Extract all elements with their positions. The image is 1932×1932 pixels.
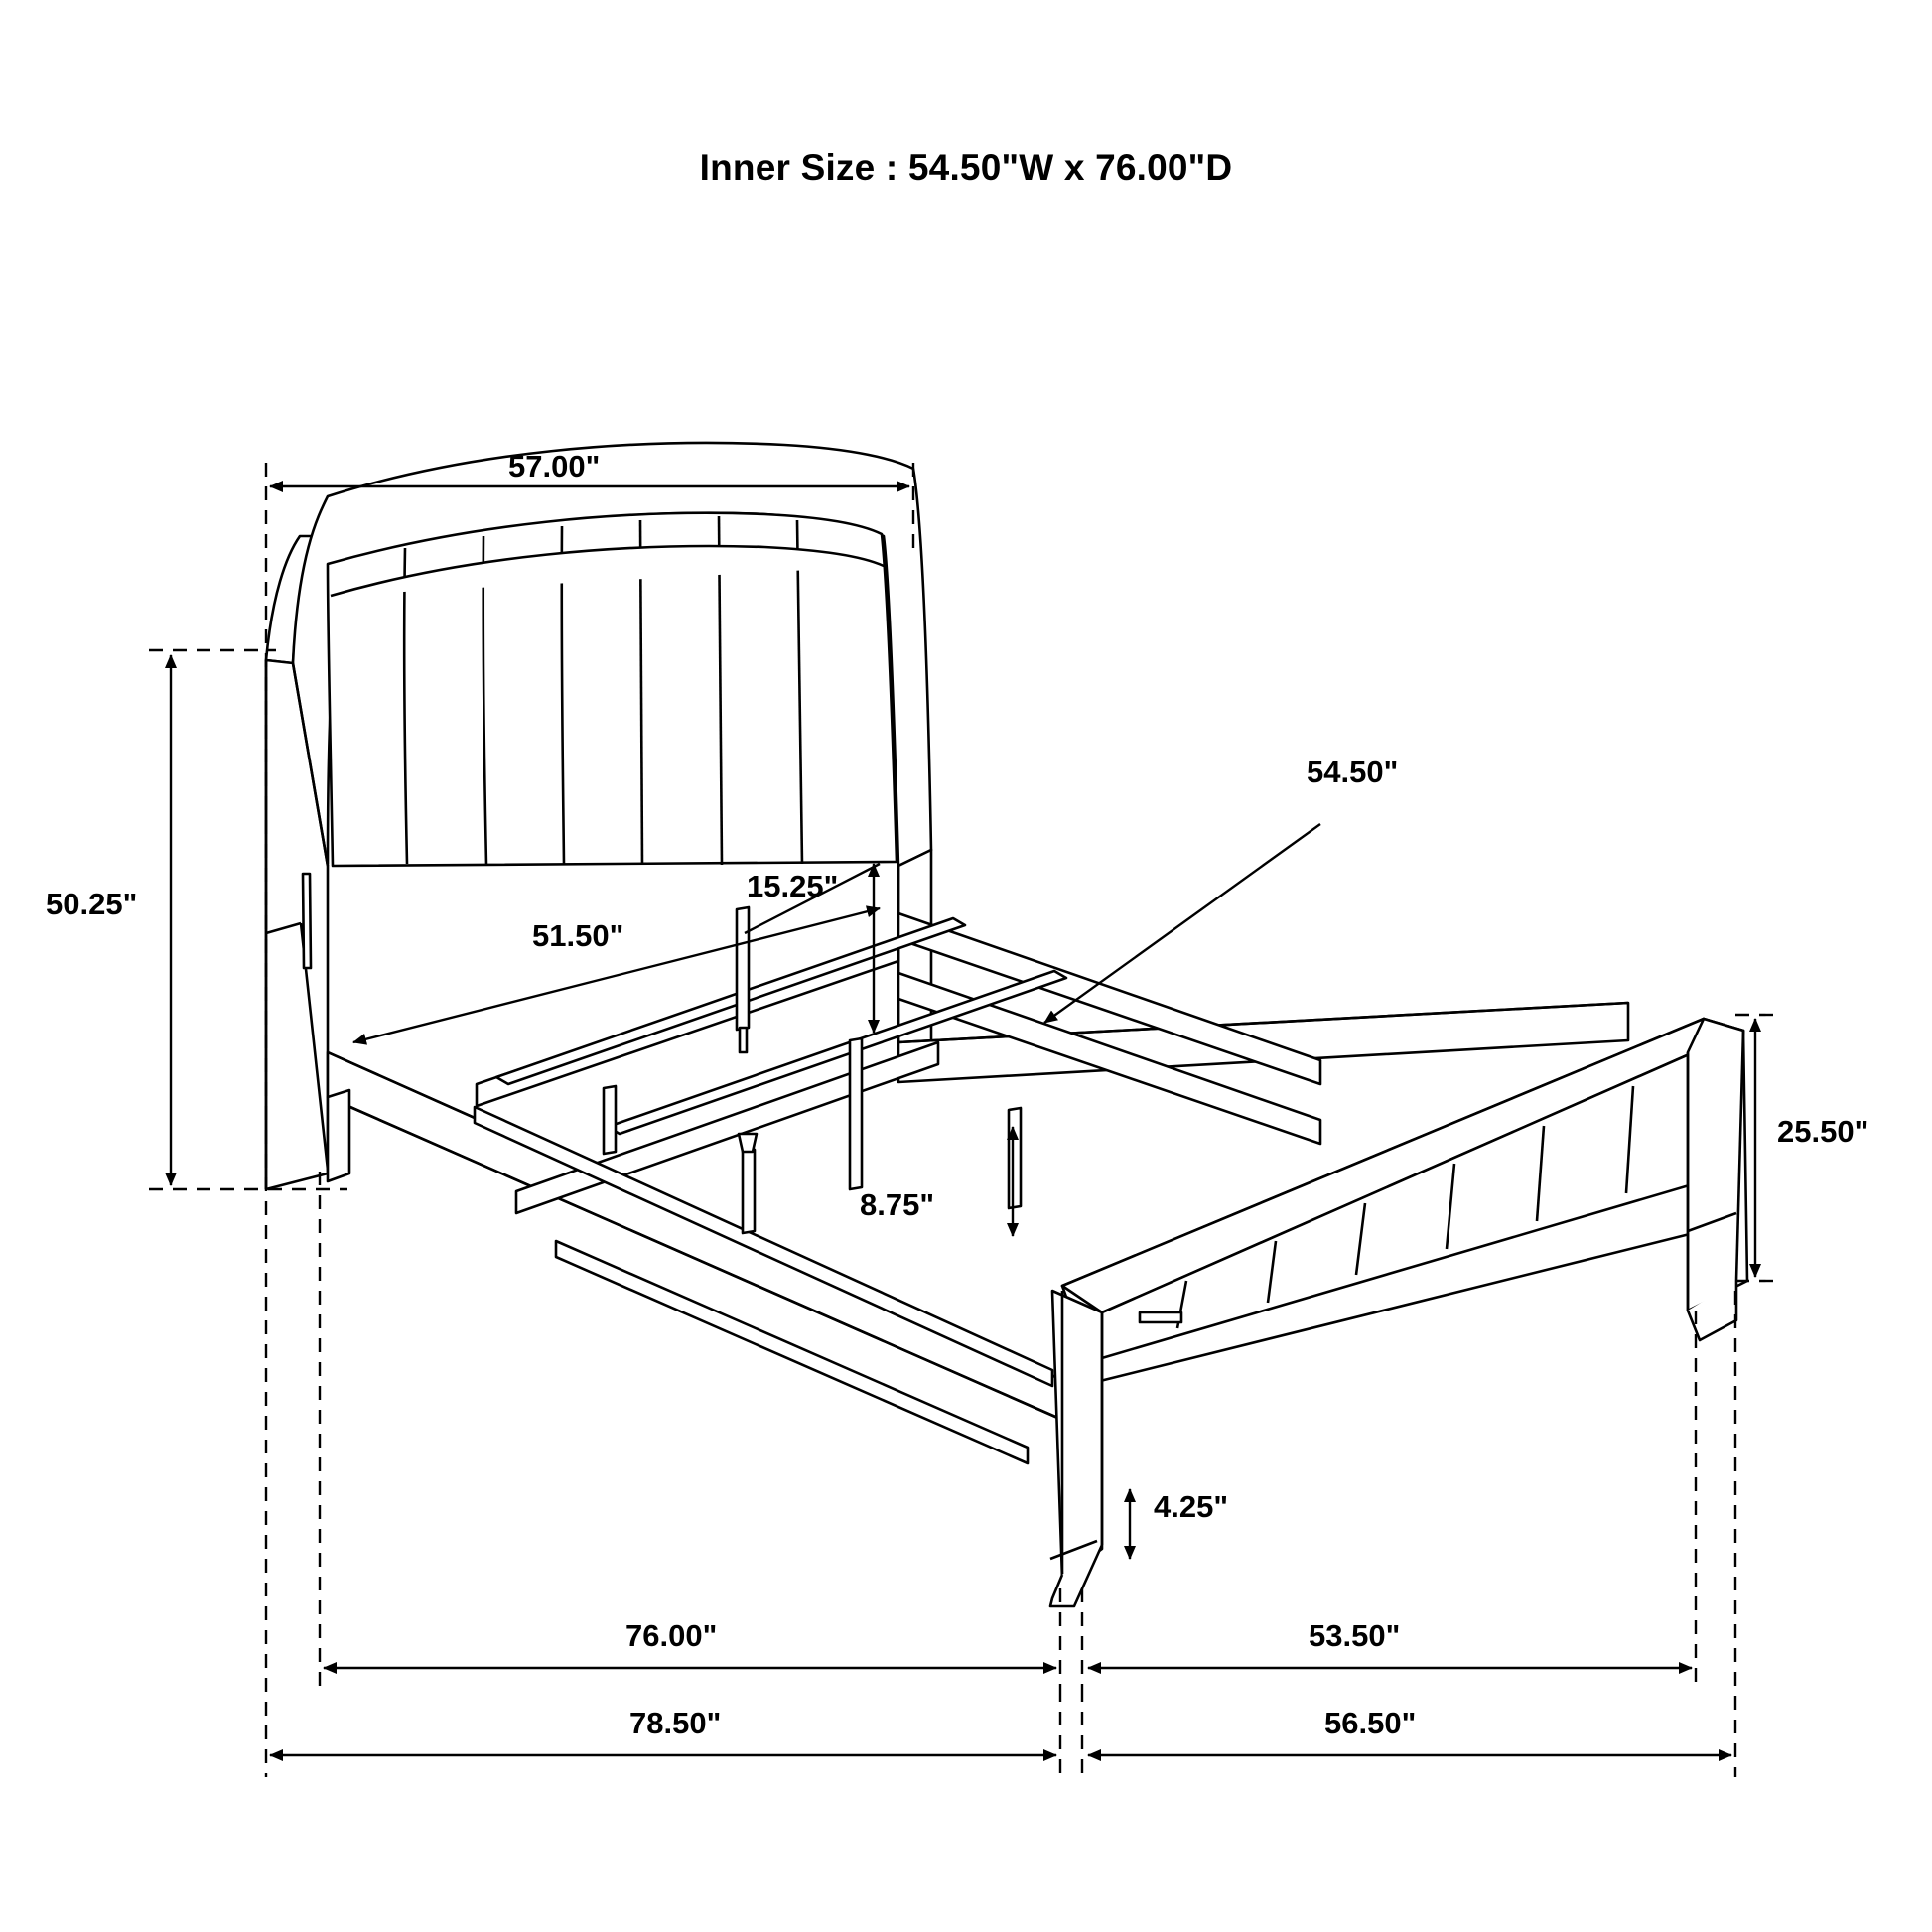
dimension-label-footboard-inner-width: 53.50": [1309, 1618, 1401, 1653]
dimension-label-leg-clearance: 4.25": [1154, 1489, 1229, 1524]
dimension-label-inner-width: 51.50": [532, 918, 624, 953]
dimension-label-inner-depth: 76.00": [625, 1618, 718, 1653]
dimension-label-deck-clearance: 8.75": [860, 1187, 935, 1222]
page-title: Inner Size : 54.50"W x 76.00"D: [699, 147, 1233, 188]
dimension-label-overall-width-top: 57.00": [508, 449, 601, 483]
dimension-label-headboard-panel-height: 15.25": [747, 869, 839, 903]
dimension-label-headboard-height: 50.25": [46, 887, 138, 921]
dimension-label-slat-width-callout: 54.50": [1307, 755, 1399, 789]
dimension-label-overall-depth: 78.50": [629, 1706, 722, 1740]
dimension-label-footboard-height: 25.50": [1777, 1114, 1869, 1149]
dimension-label-overall-width-bottom: 56.50": [1324, 1706, 1417, 1740]
